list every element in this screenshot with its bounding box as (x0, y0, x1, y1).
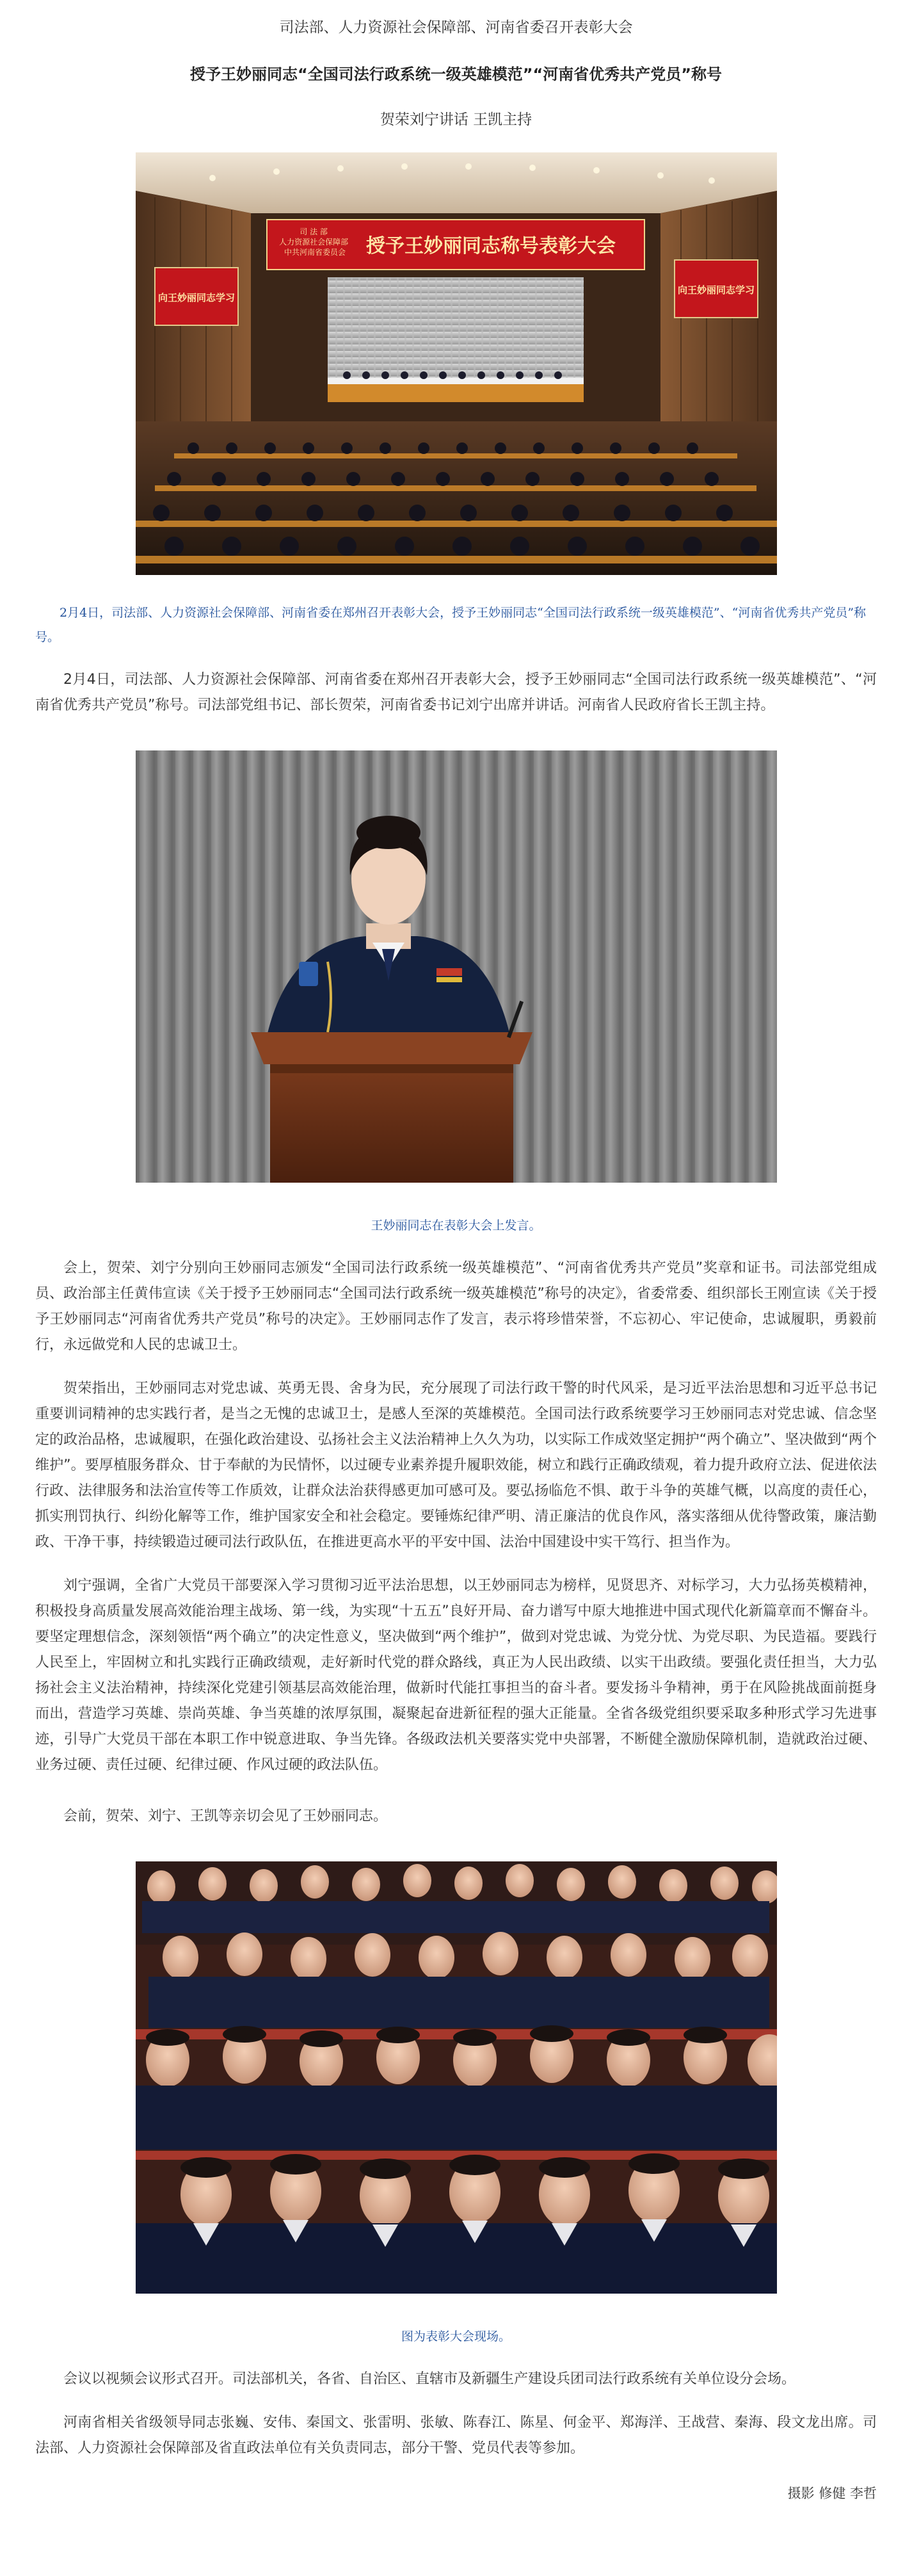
speaker-photo (136, 750, 777, 1183)
photo-credit: 摄影 修健 李哲 (787, 2485, 877, 2501)
photo1-caption: 2月4日，司法部、人力资源社会保障部、河南省委在郑州召开表彰大会，授予王妙丽同志“全国司法行政系统一级英雄模范”、“河南省优秀共产党员”称号。 (35, 605, 867, 644)
paragraph-7: 河南省相关省级领导同志张巍、安伟、秦国文、张雷明、张敏、陈春江、陈星、何金平、郑海洋、王战营、秦海、段文龙出席。司法部、人力资源社会保障部及省直政法单位有关负责同志，部分干警、党员代表等参加。 (35, 2414, 877, 2456)
photo3-caption: 图为表彰大会现场。 (401, 2329, 511, 2344)
article-title: 授予王妙丽同志“全国司法行政系统一级英雄模范”“河南省优秀共产党员”称号 (189, 65, 723, 83)
paragraph-3: 贺荣指出，王妙丽同志对党忠诚、英勇无畏、舍身为民，充分展现了司法行政干警的时代风采，是习近平法治思想和习近平总书记重要训词精神的忠实践行者，是当之无愧的忠诚卫士，是感人至深的英雄模范。全国司法行政系统要学习王妙丽同志对党忠诚、信念坚定的政治品格，忠诚履职，在强化政治建设、弘扬社会主义法治精神上久久为功，以实际工作成效坚定拥护“两个确立”、坚决做到“两个维护”。要厚植服务群众、甘于奉献的为民情怀，以过硬专业素养提升履职效能，树立和践行正确政绩观，着力提升政府立法、促进依法行政、法律服务和法治宣传等工作质效，让群众法治获得感更加可感可及。要弘扬临危不惧、敢于斗争的英雄气概，以高度的责任心，抓实刑罚执行、纠纷化解等工作，维护国家安全和社会稳定。要锤炼纪律严明、清正廉洁的优良作风，落实落细从优待警政策，廉洁勤政、干净干事，持续锻造过硬司法行政队伍，在推进更高水平的平安中国、法治中国建设中实干笃行、担当作为。 (35, 1380, 877, 1550)
paragraph-2: 会上，贺荣、刘宁分别向王妙丽同志颁发“全国司法行政系统一级英雄模范”、“河南省优秀共产党员”奖章和证书。司法部党组成员、政治部主任黄伟宣读《关于授予王妙丽同志“全国司法行政系统一级英雄模范”称号的决定》，省委常委、组织部长王刚宣读《关于授予王妙丽同志“河南省优秀共产党员”称号的决定》。王妙丽同志作了发言，表示将珍惜荣誉，不忘初心、牢记使命，忠诚履职，勇毅前行，永远做党和人民的忠诚卫士。 (35, 1260, 877, 1353)
banner-hosts: 司 法 部 人力资源社会保障部 中共河南省委员会 (278, 227, 348, 257)
banner-title: 授予王妙丽同志称号表彰大会 (365, 234, 616, 257)
right-screen-slogan: 向王妙丽同志学习 (677, 284, 755, 296)
conference-hall-photo (136, 152, 777, 575)
department-line: 司法部、人力资源社会保障部、河南省委召开表彰大会 (279, 19, 633, 36)
audience-photo (136, 1861, 777, 2294)
photo2-caption: 王妙丽同志在表彰大会上发言。 (371, 1218, 541, 1233)
article-subtitle: 贺荣刘宁讲话 王凯主持 (380, 111, 532, 129)
left-screen-slogan: 向王妙丽同志学习 (157, 291, 235, 304)
paragraph-5: 会前，贺荣、刘宁、王凯等亲切会见了王妙丽同志。 (63, 1808, 388, 1824)
paragraph-6: 会议以视频会议形式召开。司法部机关，各省、自治区、直辖市及新疆生产建设兵团司法行政系统有关单位设分会场。 (63, 2370, 796, 2387)
paragraph-1: 2月4日，司法部、人力资源社会保障部、河南省委在郑州召开表彰大会，授予王妙丽同志“全国司法行政系统一级英雄模范”、“河南省优秀共产党员”称号。司法部党组书记、部长贺荣，河南省委书记刘宁出席并讲话。河南省人民政府省长王凯主持。 (35, 671, 877, 713)
paragraph-4: 刘宁强调，全省广大党员干部要深入学习贯彻习近平法治思想，以王妙丽同志为榜样，见贤思齐、对标学习，大力弘扬英模精神，积极投身高质量发展高效能治理主战场、第一线，为实现“十五五”良好开局、奋力谱写中原大地推进中国式现代化新篇章而不懈奋斗。要坚定理想信念，深刻领悟“两个确立”的决定性意义，坚决做到“两个维护”，做到对党忠诚、为党分忧、为党尽职、为民造福。要践行人民至上，牢固树立和扎实践行正确政绩观，走好新时代党的群众路线，真正为人民出政绩、以实干出政绩。要强化责任担当，大力弘扬社会主义法治精神，持续深化党建引领基层高效能治理，做新时代能扛事担当的奋斗者。要发扬斗争精神，勇于在风险挑战面前挺身而出，营造学习英雄、崇尚英雄、争当英雄的浓厚氛围，凝聚起奋进新征程的强大正能量。全省各级党组织要采取多种形式学习先进事迹，引导广大党员干部在本职工作中锐意进取、争当先锋。各级政法机关要落实党中央部署，不断健全激励保障机制，造就政治过硬、业务过硬、责任过硬、纪律过硬、作风过硬的政法队伍。 (35, 1577, 877, 1773)
